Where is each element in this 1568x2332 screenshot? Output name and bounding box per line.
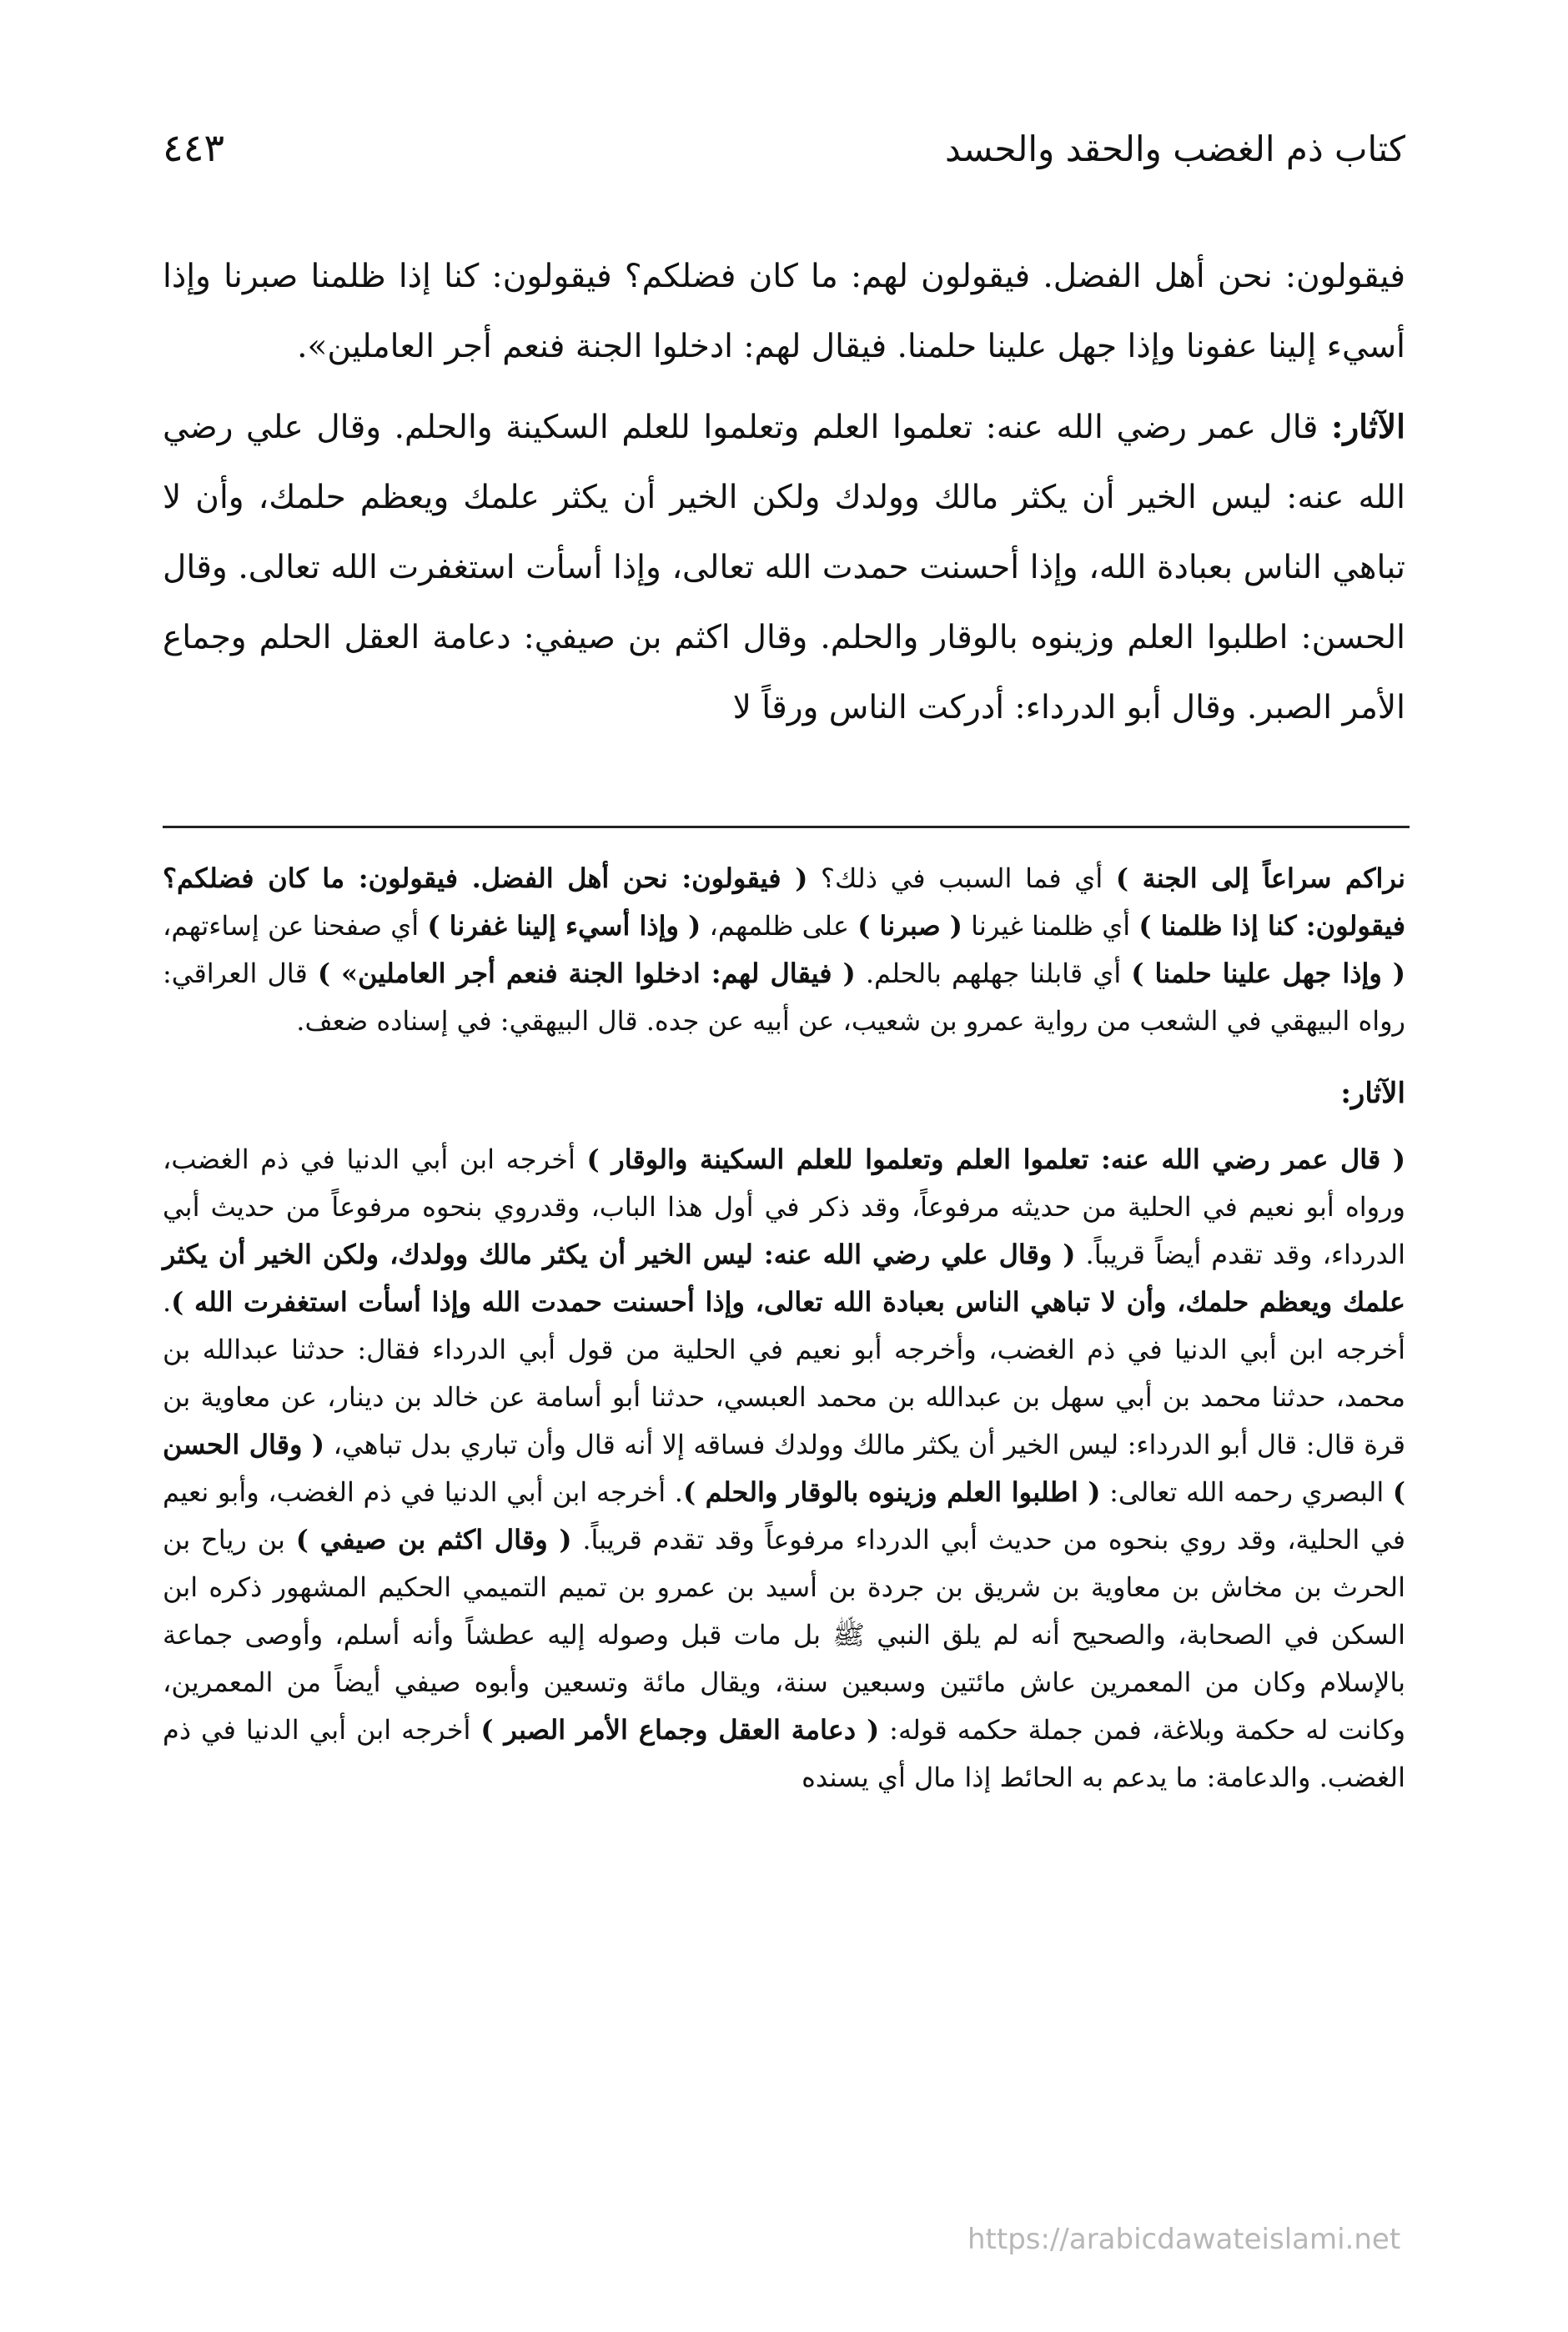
running-header xyxy=(163,125,1405,183)
running-title: كتاب ذم الغضب والحقد والحسد xyxy=(944,128,1405,169)
commentary-text: . أخرجه ابن أبي الدنيا في ذم الغضب، وأبو نعيم في الحلية، وقد روي بنحوه من حديث أبي الدرداء مرفوعاً وقد تقدم قريباً. xyxy=(163,1476,1406,1556)
quoted-text: ( فيقولون: نحن أهل الفضل. فيقولون: ما كان فضلكم؟ فيقولون: كنا إذا ظلمنا ) xyxy=(163,862,1406,942)
commentary-text: أخرجه ابن أبي الدنيا في ذم الغضب. والدعامة: ما يدعم به الحائط إذا مال أي يسنده xyxy=(163,1714,1405,1793)
quoted-text: ( فيقال لهم: ادخلوا الجنة فنعم أجر العاملين» ) xyxy=(317,957,856,989)
commentary-text: أي ظلمنا غيرنا xyxy=(962,910,1139,942)
main-paragraph-2 xyxy=(163,392,1405,743)
quoted-text: ( وقال اكثم بن صيفي ) xyxy=(295,1524,572,1556)
commentary-text: أي قابلنا جهلهم بالحلم. xyxy=(855,957,1132,989)
quoted-text: ( وإذا أسيء إلينا غفرنا ) xyxy=(427,910,701,942)
commentary-text: البصري رحمه الله تعالى: xyxy=(1100,1476,1393,1508)
quoted-text: ( وإذا جهل علينا حلمنا ) xyxy=(1131,957,1406,989)
athar-text: قال عمر رضي الله عنه: تعلموا العلم وتعلموا للعلم السكينة والحلم. وقال علي رضي الله عنه: ليس الخير أن يكثر مالك وولدك ولكن الخير أن يكثر علمك ويعظم حلمك، وأن لا تباهي الناس بعبادة الله، وإذا أحسنت حمدت الله تعالى، وإذا أسأت استغفرت الله تعالى. وقال الحسن: اطلبوا العلم وزينوه بالوقار والحلم. وقال اكثم بن صيفي: دعامة العقل الحلم وجماع الأمر الصبر. وقال أبو الدرداء: أدركت الناس ورقاً لا xyxy=(163,409,1405,726)
commentary-text: أخرجه ابن أبي الدنيا في ذم الغضب، ورواه أبو نعيم في الحلية من حديثه مرفوعاً، وقد ذكر في أول هذا الباب، وقدروي بنحوه مرفوعاً من حديث أبي الدرداء، وقد تقدم أيضاً قريباً. xyxy=(163,1143,1405,1270)
commentary xyxy=(163,855,1405,1802)
athar-label: الآثار: xyxy=(1330,408,1405,446)
commentary-paragraph-2 xyxy=(163,1136,1405,1802)
commentary-text: . أخرجه ابن أبي الدنيا في ذم الغضب، وأخرجه أبو نعيم في الحلية من قول أبي الدرداء فقال: حدثنا عبدالله بن محمد، حدثنا محمد بن أبي سهل بن عبدالله بن محمد العبسي، حدثنا أبو أسامة عن خالد بن دينار، عن معاوية بن قرة قال: قال أبو الدرداء: ليس الخير أن يكثر مالك وولدك فساقه إلا أنه قال وأن تباري بدل تباهي، xyxy=(163,1286,1406,1460)
commentary-text: قال العراقي: رواه البيهقي في الشعب من رواية عمرو بن شعيب، عن أبيه عن جده. قال البيهقي: في إسناده ضعف. xyxy=(163,957,1405,1037)
quoted-text: ( دعامة العقل وجماع الأمر الصبر ) xyxy=(480,1714,880,1746)
quoted-text: ( وقال الحسن ) xyxy=(163,1429,1406,1508)
commentary-text: أي صفحنا عن إساءتهم، xyxy=(163,910,428,942)
main-text xyxy=(163,242,1405,743)
quoted-text: ( وقال علي رضي الله عنه: ليس الخير أن يكثر مالك وولدك، ولكن الخير أن يكثر علمك ويعظم حلمك، وأن لا تباهي الناس بعبادة الله تعالى، وإذا أحسنت حمدت الله وإذا أسأت استغفرت الله ) xyxy=(163,1239,1406,1318)
commentary-paragraph-1 xyxy=(163,855,1405,1045)
page-number: ٤٤٣ xyxy=(163,125,225,170)
commentary-text: بن رياح بن الحرث بن مخاش بن معاوية بن شريق بن جردة بن أسيد بن عمرو بن تميم التميمي الحكيم المشهور ذكره ابن السكن في الصحابة، والصحيح أنه لم يلق النبي ﷺ بل مات قبل وصوله إليه عطشاً وأنه أسلم، وأوصى جماعة بالإسلام وكان من المعمرين عاش مائتين وسبعين سنة، ويقال مائة وتسعين وأبوه صيفي أيضاً من المعمرين، وكانت له حكمة وبلاغة، فمن جملة حكمه قوله: xyxy=(163,1524,1406,1746)
quoted-text: ( اطلبوا العلم وزينوه بالوقار والحلم ) xyxy=(682,1476,1101,1508)
commentary-text: أي فما السبب في ذلك؟ xyxy=(807,862,1116,894)
quoted-text: نراكم سراعاً إلى الجنة ) xyxy=(1115,862,1406,894)
quoted-text: ( صبرنا ) xyxy=(857,910,962,942)
footnote-divider xyxy=(163,826,1410,828)
main-paragraph-1: فيقولون: نحن أهل الفضل. فيقولون لهم: ما كان فضلكم؟ فيقولون: كنا إذا ظلمنا صبرنا وإذا أسيء إلينا عفونا وإذا جهل علينا حلمنا. فيقال لهم: ادخلوا الجنة فنعم أجر العاملين». xyxy=(163,258,1405,365)
quoted-text: ( قال عمر رضي الله عنه: تعلموا العلم وتعلموا للعلم السكينة والوقار ) xyxy=(586,1143,1406,1175)
watermark-url: https://arabicdawateislami.net xyxy=(967,2223,1401,2256)
commentary-text: على ظلمهم، xyxy=(701,910,858,942)
athar-heading: الآثار: xyxy=(1340,1077,1405,1110)
